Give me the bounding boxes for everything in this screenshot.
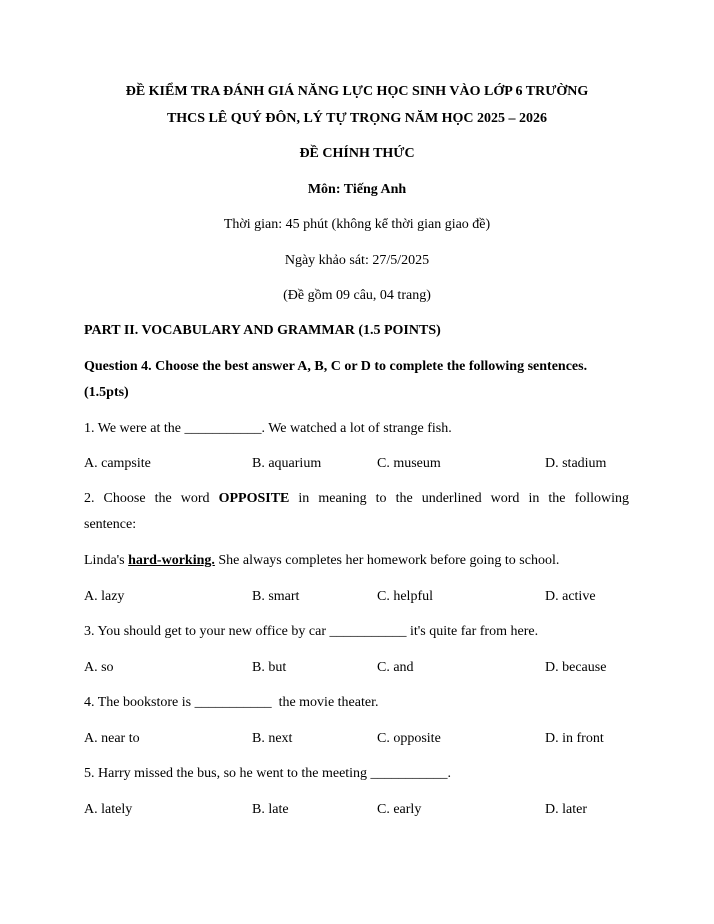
item-1-option-d: D. stadium bbox=[545, 456, 607, 471]
subject-label: Môn: Tiếng Anh bbox=[307, 182, 407, 197]
question-instruction-line1: Question 4. Choose the best answer A, B, C or D to complete the following sentences. bbox=[84, 359, 588, 374]
item-2-underlined-word: hard-working. bbox=[128, 553, 215, 568]
item-2-word: following bbox=[574, 491, 630, 506]
item-2-text-line1 bbox=[84, 491, 629, 507]
pages-label: (Đề gồm 09 câu, 04 trang) bbox=[283, 288, 431, 303]
item-4-option-b: B. next bbox=[252, 731, 293, 746]
item-2-word: meaning bbox=[318, 491, 367, 506]
item-4-option-a: A. near to bbox=[84, 731, 140, 746]
item-2-sentence-prefix: Linda's bbox=[84, 553, 129, 568]
item-2-option-c: C. helpful bbox=[377, 589, 433, 604]
official-label: ĐỀ CHÍNH THỨC bbox=[299, 146, 415, 161]
item-3-option-b: B. but bbox=[252, 660, 287, 675]
item-1-text: 1. We were at the ___________. We watched a lot of strange fish. bbox=[84, 421, 452, 436]
item-5-text: 5. Harry missed the bus, so he went to the meeting ___________. bbox=[84, 766, 452, 781]
item-2-word: Choose bbox=[103, 491, 146, 506]
item-1-option-c: C. museum bbox=[377, 456, 441, 471]
item-2-word: to bbox=[375, 491, 387, 506]
question-instruction-line2: (1.5pts) bbox=[84, 385, 129, 400]
item-4-option-d: D. in front bbox=[545, 731, 604, 746]
item-3-text: 3. You should get to your new office by car ___________ it's quite far from here. bbox=[84, 624, 539, 639]
item-1-option-a: A. campsite bbox=[84, 456, 151, 471]
item-2-word: word bbox=[490, 491, 520, 506]
item-3-option-d: D. because bbox=[545, 660, 607, 675]
item-2-text-line2: sentence: bbox=[84, 517, 137, 532]
item-2-keyword: OPPOSITE bbox=[218, 491, 290, 506]
item-2-word: the bbox=[548, 491, 566, 506]
item-3-option-c: C. and bbox=[377, 660, 414, 675]
item-2-option-b: B. smart bbox=[252, 589, 300, 604]
item-1-option-b: B. aquarium bbox=[252, 456, 322, 471]
item-5-option-c: C. early bbox=[377, 802, 422, 817]
exam-title-line1: ĐỀ KIỂM TRA ĐÁNH GIÁ NĂNG LỰC HỌC SINH VÀO LỚP 6 TRƯỜNG bbox=[125, 84, 589, 99]
item-2-sentence bbox=[84, 553, 559, 569]
item-5-option-b: B. late bbox=[252, 802, 289, 817]
item-2-word: 2. bbox=[84, 491, 95, 506]
item-2-word: in bbox=[528, 491, 540, 506]
item-2-option-a: A. lazy bbox=[84, 589, 125, 604]
exam-title-line2: THCS LÊ QUÝ ĐÔN, LÝ TỰ TRỌNG NĂM HỌC 2025 – 2026 bbox=[166, 111, 548, 126]
part-heading: PART II. VOCABULARY AND GRAMMAR (1.5 POINTS) bbox=[84, 323, 441, 338]
item-2-option-d: D. active bbox=[545, 589, 596, 604]
item-2-word: in bbox=[298, 491, 310, 506]
item-2-sentence-suffix: She always completes her homework before going to school. bbox=[214, 553, 560, 568]
item-2-word: the bbox=[395, 491, 413, 506]
item-4-text: 4. The bookstore is ___________ the movie theater. bbox=[84, 695, 379, 710]
date-label: Ngày khảo sát: 27/5/2025 bbox=[284, 253, 430, 268]
item-4-option-c: C. opposite bbox=[377, 731, 441, 746]
item-5-option-d: D. later bbox=[545, 802, 587, 817]
item-2-word: word bbox=[180, 491, 210, 506]
item-2-word: underlined bbox=[421, 491, 482, 506]
item-5-option-a: A. lately bbox=[84, 802, 133, 817]
item-2-word: the bbox=[154, 491, 172, 506]
time-label: Thời gian: 45 phút (không kể thời gian giao đề) bbox=[223, 217, 491, 232]
item-3-option-a: A. so bbox=[84, 660, 114, 675]
